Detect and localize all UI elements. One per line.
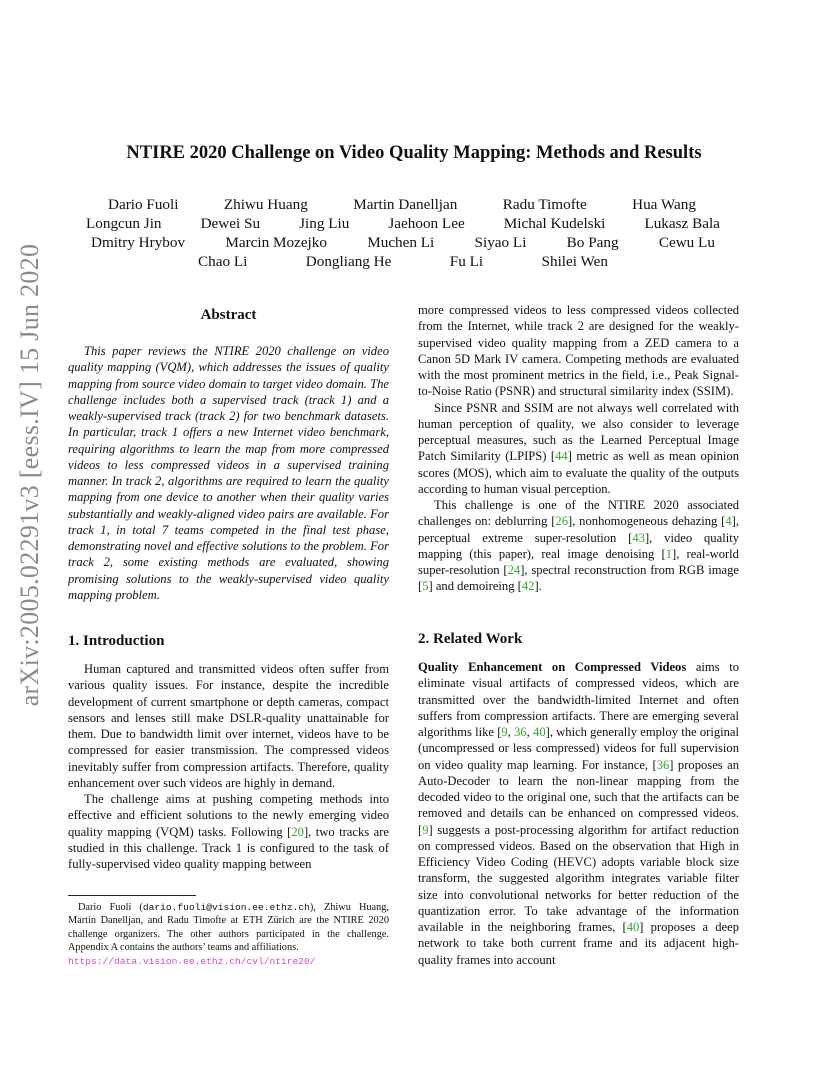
citation-link[interactable]: 9 [501,725,508,739]
citation-link[interactable]: 42 [521,579,535,594]
author-row-3 [91,234,715,252]
paragraph: Quality Enhancement on Compressed Videos aims to eliminate visual artifacts of compressed videos, which are transmitted over the bandwidth-limited Internet and often suffers from compression artifacts. There are emerging several algorithms like [9, 36, 40], which generally employ the original (uncompressed or less compressed) videos for full supervision on video quality map learning. For instance, [36] proposes an Auto-Decoder to learn the non-linear mapping from the decoded video to the original one, such that the artifacts can be removed and details can be enhanced on compressed videos. [9] suggests a post-processing algorithm for artifact reduction on compressed videos. Based on the observation that High in Efficiency Video Coding (HEVC) adopts variable block size transform, the suggested algorithm integrates variable filter size into convolutional networks for better reduction of the quantization error. To take advantage of the information available in the neighboring frames, [40] proposes a deep network to take both current frame and its adjacent high-quality frames into account [418,660,740,967]
footnote-rule [68,895,196,896]
author: Longcun Jin [86,215,162,232]
author: Bo Pang [566,234,619,251]
citation-link[interactable]: 9 [422,822,429,837]
paragraph: The challenge aims at pushing competing methods into effective and efficient solutions to the newly emerging video quality mapping (VQM) tasks. Following [20], two tracks are studied in this challenge. Track 1 is configured to the task of fully-supervised video quality mapping between [68,792,389,871]
citation-link[interactable]: 4 [725,514,732,529]
citation-link[interactable]: 40 [626,920,640,934]
citation-link[interactable]: 44 [555,449,568,464]
footnote-text: Dario Fuoli (dario.fuoli@vision.ee.ethz.ch), Zhiwu Huang, Martin Danelljan, and Radu Timofte at ETH Zürich are the NTIRE 2020 challenge organizers. The other authors participated in the challenge. Appendix A contains the authors’ teams and affiliations. [68,902,389,954]
author: Hua Wang [632,196,696,213]
author: Dmitry Hrybov [91,234,186,251]
challenge-url-link[interactable]: https://data.vision.ee.ethz.ch/cvl/ntire20/ [68,955,316,967]
author: Dongliang He [305,253,392,270]
author: Dewei Su [200,215,261,232]
paragraph: more compressed videos to less compressed videos collected from the Internet, while track 2 are designed for the weakly-supervised video quality mapping from a ZED camera to a Canon 5D Mark IV camera. Competing methods are evaluated with the most prominent metrics in the field, i.e., Peak Signal-to-Noise Ratio (PSNR) and structural similarity index (SSIM). [418,303,739,399]
run-in-heading: Quality Enhancement on Compressed Videos [418,660,687,674]
paragraph: Since PSNR and SSIM are not always well correlated with human perception of quality, we also consider to leverage perceptual measures, such as the Learned Perceptual Image Patch Similarity (LPIPS) [44] metric as well as mean opinion scores (MOS), which aim to evaluate the quality of the outputs according to human visual perception. [418,400,740,496]
email-address[interactable]: dario.fuoli@vision.ee.ethz.ch [142,902,310,913]
citation-link[interactable]: 24 [507,563,521,577]
author: Cewu Lu [658,234,715,251]
right-column-body [418,302,739,595]
citation-link[interactable]: 26 [555,514,568,529]
author: Siyao Li [474,234,527,251]
author: Jaehoon Lee [388,215,465,232]
author: Fu Li [449,253,484,270]
author: Zhiwu Huang [223,196,308,213]
author: Radu Timofte [502,196,587,213]
author: Shilei Wen [541,253,608,270]
author: Muchen Li [367,234,435,251]
abstract-text: This paper reviews the NTIRE 2020 challenge on video quality mapping (VQM), which addresses the issues of quality mapping from source video domain to target video domain. The challenge includes both a supervised track (track 1) and a weakly-supervised track (track 2) for two benchmark datasets. In particular, track 1 offers a new Internet video benchmark, requiring algorithms to learn the map from more compressed videos to less compressed videos in a supervised training manner. In track 2, algorithms are required to learn the quality mapping from one device to another when their quality varies substantially and weakly-aligned video pairs are available. For track 1, in total 7 teams competed in the final test phase, demonstrating novel and effective solutions to the problem. For track 2, some existing methods are evaluated, showing promising solutions to the weakly-supervised video quality mapping problem. [68,344,389,602]
related-work-body [418,659,739,968]
author: Marcin Mozejko [225,234,327,251]
abstract-body [68,343,389,603]
introduction-body [68,661,389,872]
author: Martin Danelljan [353,196,458,213]
citation-link[interactable]: 43 [632,530,645,545]
author: Michal Kudelski [503,215,606,232]
citation-link[interactable]: 5 [422,579,429,594]
author: Chao Li [198,253,248,270]
paragraph: Human captured and transmitted videos often suffer from various quality issues. For instance, despite the incredible development of current smartphone or depth cameras, compact sensors and lenses still make DSLR-quality unattainable for them. Due to bandwidth limit over internet, videos have to be compressed for easier transmission. The compressed videos inevitably suffer from compression artifacts. Therefore, quality enhancement over such videos are highly in demand. [68,662,389,790]
citation-link[interactable]: 36 [514,725,527,739]
abstract-heading: Abstract [200,307,257,323]
arxiv-identifier: arXiv:2005.02291v3 [eess.IV] 15 Jun 2020 [15,243,44,707]
author-row-4 [198,253,608,271]
footnote [68,901,389,968]
paragraph: This challenge is one of the NTIRE 2020 associated challenges on: deblurring [26], nonhomogeneous dehazing [4], perceptual extreme super-resolution [43], video quality mapping (this paper), real image denoising [1], real-world super-resolution [24], spectral reconstruction from RGB image [5] and demoireing [42]. [418,498,739,594]
citation-link[interactable]: 36 [656,757,670,772]
arxiv-sidebar-stamp [4,243,64,707]
author: Lukasz Bala [644,215,720,232]
citation-link[interactable]: 20 [291,824,304,839]
author-row-2 [86,215,720,233]
author-row-1 [108,196,696,214]
author: Jing Liu [299,215,350,232]
citation-link[interactable]: 40 [533,725,546,739]
section-heading-related-work: 2. Related Work [418,631,523,647]
citation-link[interactable]: 1 [665,546,672,561]
section-heading-introduction: 1. Introduction [68,633,165,649]
author: Dario Fuoli [108,196,179,213]
paper-title: NTIRE 2020 Challenge on Video Quality Mapping: Methods and Results [126,143,702,163]
